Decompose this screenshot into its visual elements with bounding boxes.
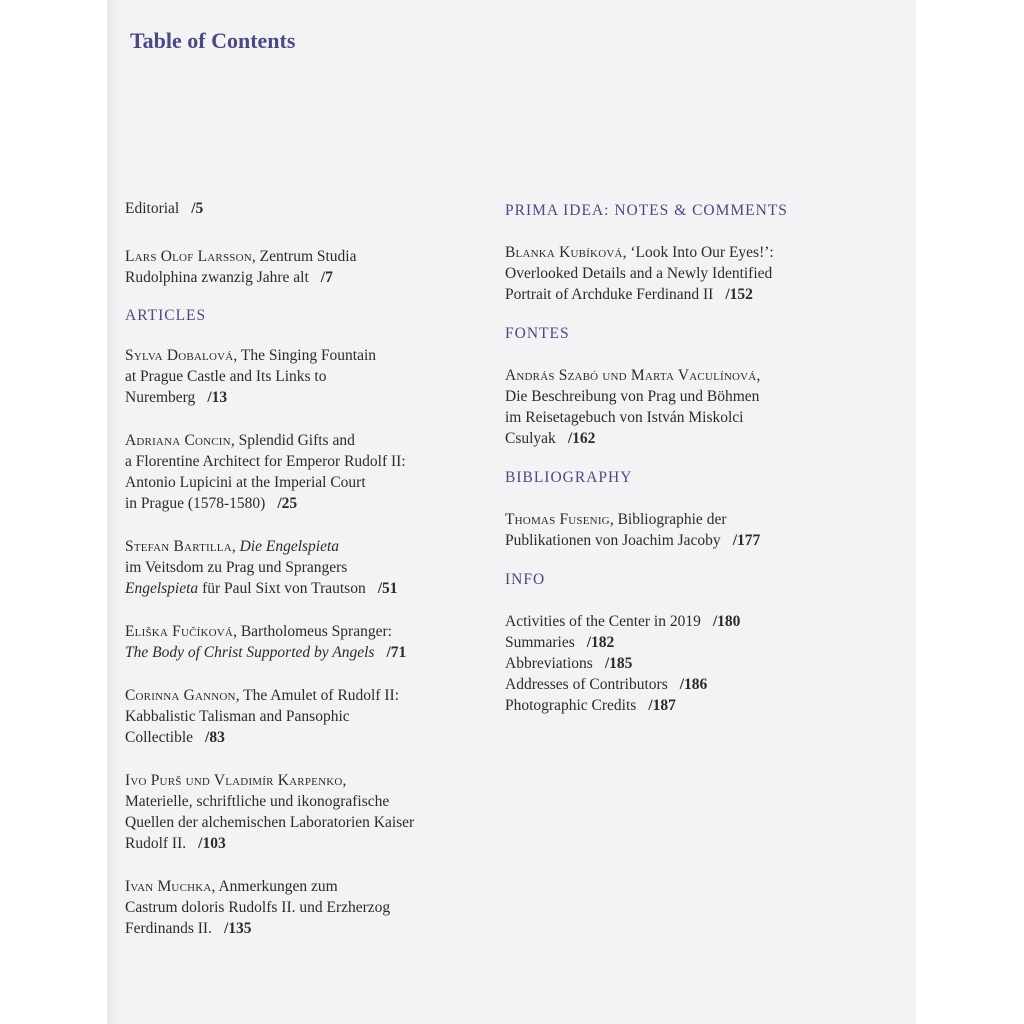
section-heading-bibliography: BIBLIOGRAPHY xyxy=(505,469,633,486)
entry-title: , The Amulet of Rudolf II: xyxy=(235,687,400,704)
entry-title-italic: The Body of Christ Supported by Angels xyxy=(125,644,375,661)
entry-title: , xyxy=(756,367,761,384)
entry-page: /25 xyxy=(277,495,298,512)
section-heading-fontes: FONTES xyxy=(505,325,570,342)
entry-page: /180 xyxy=(712,613,741,630)
entry-page: /182 xyxy=(586,634,615,651)
entry-title: Portrait of Archduke Ferdinand II xyxy=(505,286,714,303)
entry-page: /103 xyxy=(198,835,226,852)
entry-page: /13 xyxy=(207,389,228,406)
entry-title: in Prague (1578-1580) xyxy=(125,495,266,512)
entry-page: /177 xyxy=(732,532,761,549)
entry-title: Summaries xyxy=(505,634,575,651)
toc-entry-gannon[interactable] xyxy=(125,685,505,748)
entry-title: Abbreviations xyxy=(505,655,593,672)
entry-title: , Zentrum Studia xyxy=(251,248,357,265)
entry-title: , Splendid Gifts and xyxy=(230,432,355,449)
toc-entry-kubikova[interactable] xyxy=(505,242,885,305)
entry-title: Rudolf II. xyxy=(125,835,187,852)
entry-author: Thomas Fusenig xyxy=(505,511,610,528)
entry-separator: , xyxy=(231,538,240,555)
toc-entry-fusenig[interactable] xyxy=(505,509,885,551)
entry-title: , Anmerkungen zum xyxy=(211,878,338,895)
entry-title: , xyxy=(342,772,347,789)
entry-title: Activities of the Center in 2019 xyxy=(505,613,701,630)
toc-entry-purs[interactable] xyxy=(125,770,505,854)
entry-author: András Szabó und Marta Vaculínová xyxy=(505,367,757,384)
entry-title: Rudolphina zwanzig Jahre alt xyxy=(125,269,309,286)
entry-author: Ivo Purš und Vladimír Karpenko xyxy=(125,772,343,789)
entry-page: /5 xyxy=(191,200,204,217)
entry-page: /7 xyxy=(320,269,333,286)
entry-title: Quellen der alchemischen Laboratorien Kaiser xyxy=(125,814,415,831)
entry-title: im Reisetagebuch von István Miskolci xyxy=(505,409,744,426)
entry-title: für Paul Sixt von Trautson xyxy=(198,580,366,597)
entry-title: at Prague Castle and Its Links to xyxy=(125,368,327,385)
toc-entry-dobalova[interactable] xyxy=(125,345,505,408)
toc-entry-info[interactable] xyxy=(505,632,885,653)
entry-title: Addresses of Contributors xyxy=(505,676,668,693)
toc-entry-concin[interactable] xyxy=(125,430,505,514)
entry-page: /83 xyxy=(205,729,225,746)
toc-entry-larsson[interactable] xyxy=(125,246,505,288)
entry-page: /162 xyxy=(567,430,596,447)
entry-page: /71 xyxy=(386,644,407,661)
entry-title: Nuremberg xyxy=(125,389,196,406)
entry-title: Editorial xyxy=(125,200,180,217)
entry-author: Eliška Fučíková xyxy=(125,623,234,640)
entry-page: /152 xyxy=(725,286,753,303)
section-heading-articles: ARTICLES xyxy=(125,307,207,324)
entry-title: Die Beschreibung von Prag und Böhmen xyxy=(505,388,760,405)
entry-title: Csulyak xyxy=(505,430,556,447)
toc-left-column xyxy=(125,198,505,939)
entry-author: Sylva Dobalová xyxy=(125,347,234,364)
toc-entry-bartilla[interactable] xyxy=(125,536,505,599)
entry-title: Materielle, schriftliche und ikonografische xyxy=(125,793,390,810)
entry-title: Castrum doloris Rudolfs II. und Erzherzog xyxy=(125,899,391,916)
entry-title: Publikationen von Joachim Jacoby xyxy=(505,532,721,549)
section-heading-info: INFO xyxy=(505,571,546,588)
toc-entry-szabo[interactable] xyxy=(505,365,885,449)
entry-page: /187 xyxy=(648,697,676,714)
entry-page: /51 xyxy=(377,580,398,597)
toc-entry-muchka[interactable] xyxy=(125,876,505,939)
entry-page: /186 xyxy=(679,676,708,693)
entry-author: Stefan Bartilla xyxy=(125,538,232,555)
entry-title: , Bartholomeus Spranger: xyxy=(233,623,392,640)
section-heading-prima-idea: PRIMA IDEA: NOTES & COMMENTS xyxy=(505,202,788,219)
entry-author: Adriana Concin xyxy=(125,432,231,449)
entry-title: Photographic Credits xyxy=(505,697,637,714)
entry-title: Ferdinands II. xyxy=(125,920,212,937)
toc-entry-info[interactable] xyxy=(505,611,885,632)
entry-title: , ‘Look Into Our Eyes!’: xyxy=(622,244,774,261)
entry-page: /185 xyxy=(604,655,633,672)
entry-title: Kabbalistic Talisman and Pansophic xyxy=(125,708,350,725)
toc-entry-fucikova[interactable] xyxy=(125,621,505,663)
entry-title: Overlooked Details and a Newly Identified xyxy=(505,265,773,282)
toc-entry-info[interactable] xyxy=(505,674,885,695)
entry-page: /135 xyxy=(223,920,252,937)
toc-entry-editorial[interactable] xyxy=(125,198,505,219)
entry-title: , Bibliographie der xyxy=(609,511,727,528)
info-list xyxy=(505,611,885,716)
entry-author: Lars Olof Larsson xyxy=(125,248,252,265)
page-title: Table of Contents xyxy=(130,28,296,53)
entry-author: Ivan Muchka xyxy=(125,878,212,895)
entry-author: Corinna Gannon xyxy=(125,687,236,704)
entry-title: Antonio Lupicini at the Imperial Court xyxy=(125,474,366,491)
toc-right-column xyxy=(505,202,885,716)
entry-title: Collectible xyxy=(125,729,194,746)
entry-title: im Veitsdom zu Prag und Sprangers xyxy=(125,559,348,576)
entry-author: Blanka Kubíková xyxy=(505,244,623,261)
entry-title: a Florentine Architect for Emperor Rudolf II: xyxy=(125,453,406,470)
toc-entry-info[interactable] xyxy=(505,653,885,674)
entry-title-italic: Die Engelspieta xyxy=(239,538,340,555)
entry-title: , The Singing Fountain xyxy=(233,347,377,364)
toc-entry-info[interactable] xyxy=(505,695,885,716)
entry-title-italic: Engelspieta xyxy=(125,580,199,597)
